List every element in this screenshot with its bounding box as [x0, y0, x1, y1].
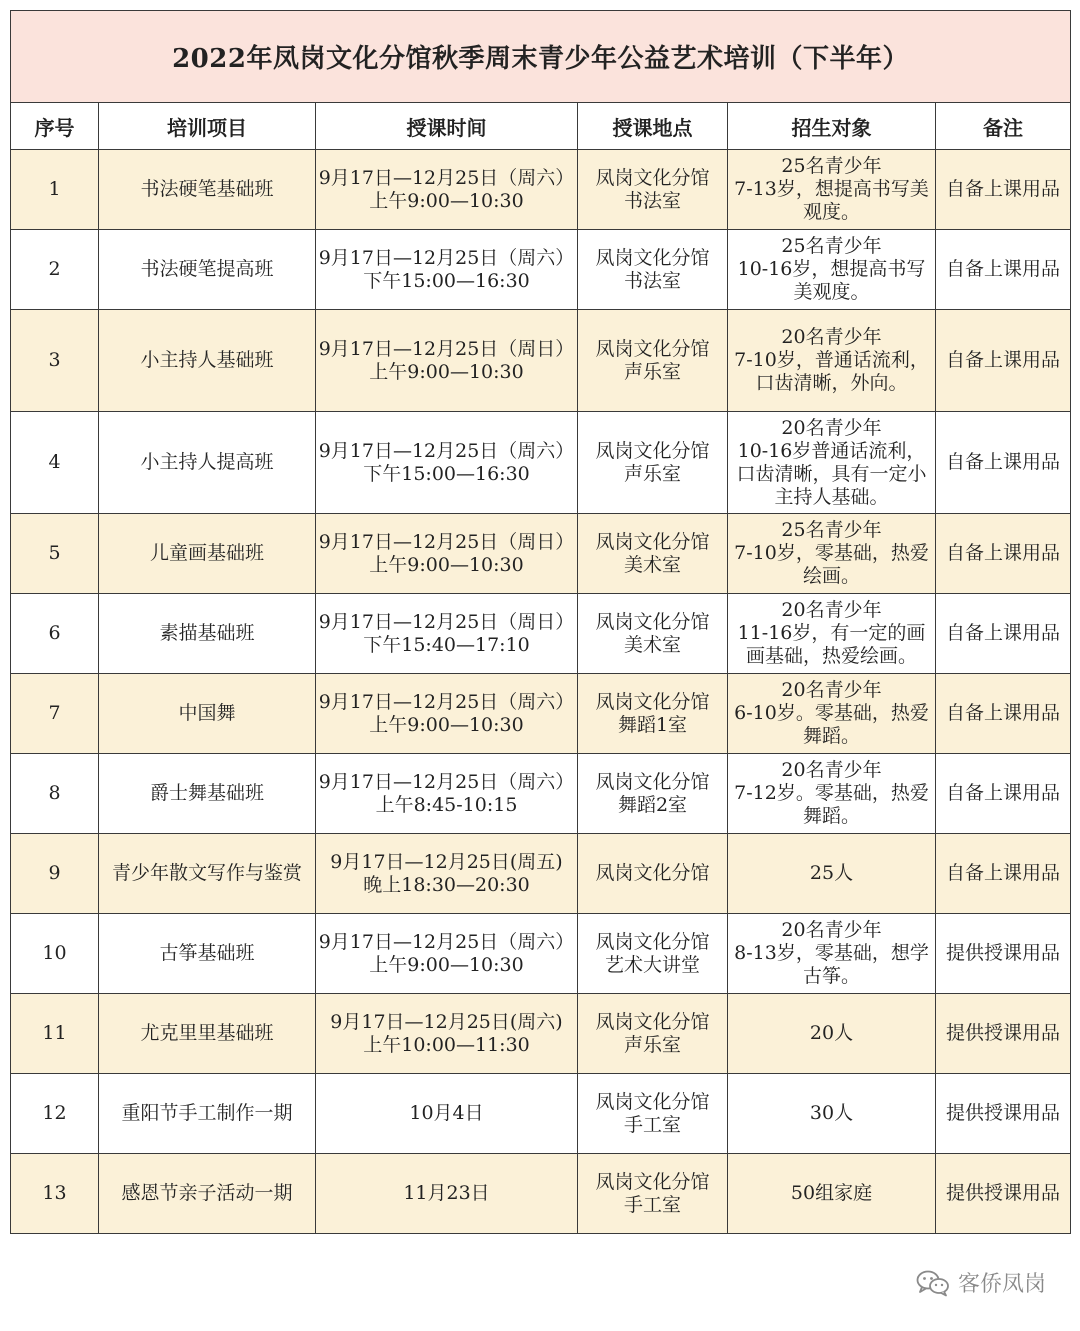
cell-remark: 自备上课用品 — [936, 150, 1071, 230]
cell-no: 3 — [11, 310, 99, 412]
cell-project: 书法硬笔基础班 — [99, 150, 316, 230]
cell-no: 1 — [11, 150, 99, 230]
cell-remark: 自备上课用品 — [936, 412, 1071, 514]
cell-no: 2 — [11, 230, 99, 310]
cell-no: 13 — [11, 1154, 99, 1234]
cell-time: 9月17日—12月25日(周五) 晚上18:30—20:30 — [316, 834, 578, 914]
cell-target: 25名青少年 7-13岁，想提高书写美观度。 — [728, 150, 936, 230]
cell-time: 9月17日—12月25日（周六） 上午8:45-10:15 — [316, 754, 578, 834]
cell-project: 中国舞 — [99, 674, 316, 754]
training-schedule-table — [10, 10, 1071, 1234]
cell-remark: 提供授课用品 — [936, 914, 1071, 994]
cell-time: 10月4日 — [316, 1074, 578, 1154]
cell-time: 9月17日—12月25日（周六） 上午9:00—10:30 — [316, 150, 578, 230]
table-row — [11, 594, 1071, 674]
cell-time: 9月17日—12月25日（周日） 上午9:00—10:30 — [316, 514, 578, 594]
cell-location: 凤岗文化分馆 美术室 — [578, 594, 728, 674]
table-row — [11, 230, 1071, 310]
cell-project: 小主持人基础班 — [99, 310, 316, 412]
table-row — [11, 914, 1071, 994]
cell-time: 9月17日—12月25日（周日） 下午15:40—17:10 — [316, 594, 578, 674]
cell-location: 凤岗文化分馆 声乐室 — [578, 412, 728, 514]
cell-time: 9月17日—12月25日（周六） 下午15:00—16:30 — [316, 412, 578, 514]
cell-location: 凤岗文化分馆 书法室 — [578, 150, 728, 230]
cell-project: 青少年散文写作与鉴赏 — [99, 834, 316, 914]
cell-location: 凤岗文化分馆 声乐室 — [578, 994, 728, 1074]
cell-no: 4 — [11, 412, 99, 514]
cell-no: 12 — [11, 1074, 99, 1154]
header-remark: 备注 — [936, 103, 1071, 150]
cell-remark: 自备上课用品 — [936, 230, 1071, 310]
cell-no: 9 — [11, 834, 99, 914]
wechat-icon — [916, 1269, 950, 1297]
cell-time: 9月17日—12月25日（周日） 上午9:00—10:30 — [316, 310, 578, 412]
cell-target: 20名青少年 10-16岁普通话流利，口齿清晰，具有一定小主持人基础。 — [728, 412, 936, 514]
cell-remark: 自备上课用品 — [936, 674, 1071, 754]
cell-target: 20名青少年 11-16岁，有一定的画画基础，热爱绘画。 — [728, 594, 936, 674]
cell-time: 11月23日 — [316, 1154, 578, 1234]
cell-location: 凤岗文化分馆 — [578, 834, 728, 914]
cell-target: 25人 — [728, 834, 936, 914]
cell-remark: 提供授课用品 — [936, 994, 1071, 1074]
table-row — [11, 150, 1071, 230]
cell-location: 凤岗文化分馆 声乐室 — [578, 310, 728, 412]
cell-time: 9月17日—12月25日（周六） 上午9:00—10:30 — [316, 674, 578, 754]
cell-remark: 提供授课用品 — [936, 1154, 1071, 1234]
cell-target: 20名青少年 7-10岁，普通话流利，口齿清晰，外向。 — [728, 310, 936, 412]
table-row — [11, 834, 1071, 914]
table-row — [11, 412, 1071, 514]
cell-time: 9月17日—12月25日（周六） 上午9:00—10:30 — [316, 914, 578, 994]
table-row — [11, 754, 1071, 834]
watermark-text: 客侨凤岗 — [957, 1272, 1046, 1297]
header-location: 授课地点 — [578, 103, 728, 150]
cell-location: 凤岗文化分馆 手工室 — [578, 1074, 728, 1154]
cell-location: 凤岗文化分馆 舞蹈2室 — [578, 754, 728, 834]
header-time: 授课时间 — [316, 103, 578, 150]
table-row — [11, 1154, 1071, 1234]
table-row — [11, 674, 1071, 754]
cell-project: 重阳节手工制作一期 — [99, 1074, 316, 1154]
cell-location: 凤岗文化分馆 舞蹈1室 — [578, 674, 728, 754]
cell-no: 6 — [11, 594, 99, 674]
cell-project: 儿童画基础班 — [99, 514, 316, 594]
cell-project: 小主持人提高班 — [99, 412, 316, 514]
cell-project: 素描基础班 — [99, 594, 316, 674]
header-project: 培训项目 — [99, 103, 316, 150]
cell-target: 25名青少年 7-10岁，零基础，热爱绘画。 — [728, 514, 936, 594]
table-row — [11, 1074, 1071, 1154]
cell-remark: 提供授课用品 — [936, 1074, 1071, 1154]
cell-no: 7 — [11, 674, 99, 754]
cell-project: 古筝基础班 — [99, 914, 316, 994]
table-row — [11, 310, 1071, 412]
header-no: 序号 — [11, 103, 99, 150]
cell-time: 9月17日—12月25日（周六） 下午15:00—16:30 — [316, 230, 578, 310]
cell-no: 8 — [11, 754, 99, 834]
cell-project: 爵士舞基础班 — [99, 754, 316, 834]
cell-remark: 自备上课用品 — [936, 834, 1071, 914]
cell-no: 10 — [11, 914, 99, 994]
header-row — [11, 103, 1071, 150]
cell-target: 20名青少年 6-10岁。零基础，热爱舞蹈。 — [728, 674, 936, 754]
cell-remark: 自备上课用品 — [936, 310, 1071, 412]
cell-remark: 自备上课用品 — [936, 514, 1071, 594]
cell-time: 9月17日—12月25日(周六) 上午10:00—11:30 — [316, 994, 578, 1074]
cell-target: 30人 — [728, 1074, 936, 1154]
header-target: 招生对象 — [728, 103, 936, 150]
cell-location: 凤岗文化分馆 手工室 — [578, 1154, 728, 1234]
table-row — [11, 994, 1071, 1074]
cell-target: 20名青少年 8-13岁，零基础，想学古筝。 — [728, 914, 936, 994]
cell-location: 凤岗文化分馆 美术室 — [578, 514, 728, 594]
cell-project: 尤克里里基础班 — [99, 994, 316, 1074]
cell-project: 感恩节亲子活动一期 — [99, 1154, 316, 1234]
table-title: 2022年凤岗文化分馆秋季周末青少年公益艺术培训（下半年） — [11, 11, 1071, 103]
watermark — [916, 1267, 1046, 1298]
cell-project: 书法硬笔提高班 — [99, 230, 316, 310]
cell-remark: 自备上课用品 — [936, 594, 1071, 674]
cell-remark: 自备上课用品 — [936, 754, 1071, 834]
cell-no: 5 — [11, 514, 99, 594]
cell-location: 凤岗文化分馆 艺术大讲堂 — [578, 914, 728, 994]
cell-target: 20名青少年 7-12岁。零基础，热爱舞蹈。 — [728, 754, 936, 834]
cell-target: 50组家庭 — [728, 1154, 936, 1234]
table-row — [11, 514, 1071, 594]
title-row — [11, 11, 1071, 103]
cell-target: 25名青少年 10-16岁，想提高书写美观度。 — [728, 230, 936, 310]
cell-no: 11 — [11, 994, 99, 1074]
cell-target: 20人 — [728, 994, 936, 1074]
cell-location: 凤岗文化分馆 书法室 — [578, 230, 728, 310]
